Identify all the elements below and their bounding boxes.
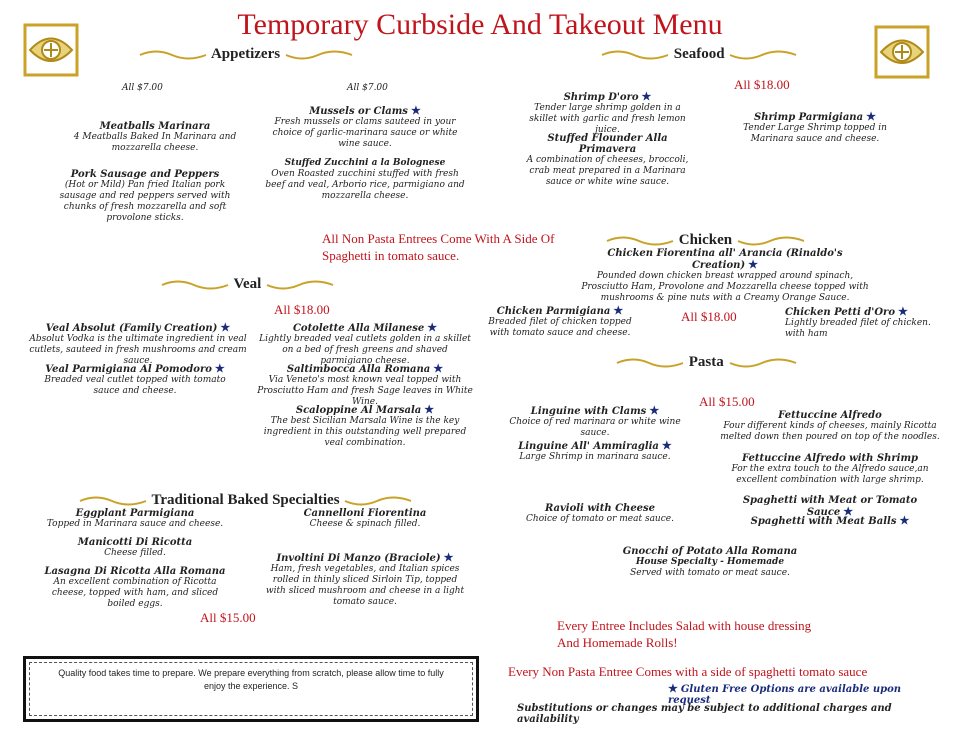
section-appetizers-label: Appetizers xyxy=(210,46,281,62)
flourish-icon xyxy=(736,236,806,246)
substitutions-note: Substitutions or changes may be subject to additional charges and availability xyxy=(517,703,892,725)
section-veal xyxy=(160,276,335,293)
star-icon: ★ xyxy=(866,110,876,123)
item-name: Cotolette Alla Milanese xyxy=(292,323,425,334)
item-desc: 4 Meatballs Baked In Marinara and mozzarella cheese. xyxy=(73,132,237,153)
flourish-icon xyxy=(343,496,413,506)
flourish-icon xyxy=(600,50,670,60)
item-name: Veal Parmigiana Al Pomodoro xyxy=(45,364,212,375)
crest-logo-right xyxy=(873,24,931,80)
side-note: Every Non Pasta Entree Comes with a side of spaghetti tomato sauce xyxy=(508,664,868,679)
item-name: Chicken Fiorentina all' Arancia (Rinaldo's Creation) xyxy=(607,248,843,271)
item-desc: Pounded down chicken breast wrapped around spinach, Prosciutto Ham, Provolone and Mozzarella cheese topped with mushrooms & pine nuts with a Creamy Orange Sauce. xyxy=(581,271,869,303)
star-icon: ★ xyxy=(443,551,454,564)
item-name: Shrimp Parmigiana xyxy=(754,112,864,123)
menu-item xyxy=(255,322,475,367)
menu-item xyxy=(55,121,255,154)
star-icon: ★ xyxy=(898,305,908,318)
star-icon: ★ xyxy=(661,439,672,452)
flourish-icon xyxy=(728,358,798,368)
item-name: Linguine with Clams xyxy=(530,406,647,417)
star-icon: ★ xyxy=(641,90,652,103)
menu-item xyxy=(525,91,690,136)
item-subtitle: House Specialty - Homemade xyxy=(635,557,785,567)
section-seafood xyxy=(600,46,798,63)
section-baked-label: Traditional Baked Specialties xyxy=(151,492,340,508)
menu-item xyxy=(40,537,230,559)
crest-logo-left xyxy=(22,22,80,78)
non-pasta-note: All Non Pasta Entrees Come With A Side Of Spaghetti in tomato sauce. xyxy=(322,231,555,263)
item-name: Ravioli with Cheese xyxy=(544,503,656,514)
menu-item xyxy=(720,453,940,486)
item-desc: Ham, fresh vegetables, and Italian spices rolled in thinly sliced Sirloin Tip, topped with sliced mushroom and cheese in a light tomato sauce. xyxy=(265,564,465,607)
section-appetizers xyxy=(138,46,354,63)
star-icon: ★ xyxy=(613,304,624,317)
item-desc: Four different kinds of cheeses, mainly Ricotta melted down then poured on top of the noodles. xyxy=(720,421,940,442)
star-icon: ★ xyxy=(424,403,435,416)
baked-price: All $15.00 xyxy=(200,610,256,625)
menu-item xyxy=(505,405,685,439)
star-icon: ★ xyxy=(748,258,759,271)
item-name: Meatballs Marinara xyxy=(99,121,211,132)
menu-item xyxy=(600,546,820,579)
flourish-icon xyxy=(605,236,675,246)
menu-item xyxy=(720,410,940,443)
item-name: Linguine All' Ammiraglia xyxy=(518,441,659,452)
menu-item xyxy=(510,503,690,525)
salad-note xyxy=(557,617,887,651)
item-desc: Oven Roasted zucchini stuffed with fresh beef and veal, Arborio rice, parmigiano and mozzarella cheese. xyxy=(265,169,465,201)
appetizers-price-right: All $7.00 xyxy=(347,83,388,93)
salad-note-line1: Every Entree Includes Salad with house dressing xyxy=(557,618,812,633)
section-chicken-label: Chicken xyxy=(678,232,733,248)
item-name: Spaghetti with Meat or Tomato Sauce xyxy=(742,495,918,518)
menu-title: Temporary Curbside And Takeout Menu xyxy=(237,8,723,41)
flourish-icon xyxy=(284,50,354,60)
flourish-icon xyxy=(78,496,148,506)
item-desc: Absolut Vodka is the ultimate ingredient in veal cutlets, sauteed in fresh mushrooms and cream sauce. xyxy=(29,334,247,366)
item-name: Pork Sausage and Peppers xyxy=(70,169,220,180)
menu-item xyxy=(255,363,475,408)
item-name: Shrimp D'oro xyxy=(563,92,639,103)
item-name: Gnocchi of Potato Alla Romana xyxy=(622,546,798,557)
section-pasta xyxy=(615,354,798,371)
item-name: Involtini Di Manzo (Braciole) xyxy=(276,553,441,564)
menu-item xyxy=(40,508,230,530)
item-name: Manicotti Di Ricotta xyxy=(77,537,193,548)
item-desc: Fresh mussels or clams sauteed in your choice of garlic-marinara sauce or white wine sauce. xyxy=(272,117,458,149)
star-icon: ★ xyxy=(220,321,231,334)
item-desc: Tender Large Shrimp topped in Marinara sauce and cheese. xyxy=(743,123,887,144)
item-desc: An excellent combination of Ricotta cheese, topped with ham, and sliced boiled eggs. xyxy=(51,577,219,609)
menu-item xyxy=(45,169,245,224)
item-name: Fettuccine Alfredo with Shrimp xyxy=(741,453,919,464)
item-name: Mussels or Clams xyxy=(309,106,408,117)
item-desc: Lightly breaded veal cutlets golden in a skillet on a bed of fresh greens and shaved parmigiano cheese. xyxy=(259,334,471,366)
item-name: Scaloppine Al Marsala xyxy=(295,405,422,416)
flourish-icon xyxy=(138,50,208,60)
section-baked xyxy=(78,492,413,509)
quality-notice-box xyxy=(23,656,479,722)
item-name: Cannelloni Fiorentina xyxy=(303,508,427,519)
section-veal-label: Veal xyxy=(233,276,262,292)
menu-item xyxy=(40,566,230,610)
item-desc: Topped in Marinara sauce and cheese. xyxy=(46,519,224,529)
menu-item xyxy=(265,105,465,150)
section-chicken xyxy=(605,232,806,249)
menu-item xyxy=(720,515,940,527)
seafood-price: All $18.00 xyxy=(734,77,790,92)
quality-notice-text: Quality food takes time to prepare. We prepare everything from scratch, please allow time to fully enjoy the experience. S xyxy=(58,668,444,691)
item-desc: Tender large shrimp golden in a skillet with garlic and fresh lemon juice. xyxy=(529,103,686,135)
menu-item xyxy=(735,111,895,145)
item-name: Stuffed Zucchini a la Bolognese xyxy=(284,158,446,168)
item-desc: Cheese filled. xyxy=(104,548,166,558)
item-desc: Via Veneto's most known veal topped with Prosciutto Ham and fresh Sage leaves in White Wine. xyxy=(257,375,473,407)
menu-item xyxy=(580,248,870,304)
star-icon: ★ xyxy=(668,682,678,695)
item-name: Fettuccine Alfredo xyxy=(778,410,882,421)
flourish-icon xyxy=(615,358,685,368)
star-icon: ★ xyxy=(843,505,854,518)
item-name: Lasagna Di Ricotta Alla Romana xyxy=(44,566,226,577)
item-desc: Choice of red marinara or white wine sauce. xyxy=(509,417,681,438)
menu-item xyxy=(480,305,640,339)
item-desc: Choice of tomato or meat sauce. xyxy=(526,514,674,524)
star-icon: ★ xyxy=(214,362,225,375)
menu-item xyxy=(505,440,685,463)
item-name: Veal Absolut (Family Creation) xyxy=(45,323,218,334)
item-name: Chicken Parmigiana xyxy=(496,306,611,317)
menu-item xyxy=(265,552,465,608)
item-desc: For the extra touch to the Alfredo sauce,an excellent combination with large shrimp. xyxy=(731,464,929,485)
item-desc: Cheese & spinach filled. xyxy=(309,519,421,529)
menu-item xyxy=(265,158,465,202)
menu-item xyxy=(255,404,475,449)
menu-item xyxy=(28,322,248,367)
item-desc: A combination of cheeses, broccoli, crab meat prepared in a Marinara sauce or white wine sauce. xyxy=(526,155,689,187)
menu-item xyxy=(525,133,690,188)
veal-price: All $18.00 xyxy=(274,302,330,317)
section-seafood-label: Seafood xyxy=(673,46,725,62)
pasta-price: All $15.00 xyxy=(699,394,755,409)
item-desc: (Hot or Mild) Pan fried Italian pork sausage and red peppers served with chunks of fresh mozzarella and soft provolone sticks. xyxy=(59,180,231,223)
star-icon: ★ xyxy=(649,404,660,417)
item-desc: Breaded filet of chicken topped with tomato sauce and cheese. xyxy=(488,317,632,338)
star-icon: ★ xyxy=(427,321,438,334)
item-desc: Large Shrimp in marinara sauce. xyxy=(519,452,671,462)
item-desc: Breaded veal cutlet topped with tomato sauce and cheese. xyxy=(44,375,226,396)
chicken-price: All $18.00 xyxy=(681,309,737,324)
appetizers-price-left: All $7.00 xyxy=(122,83,163,93)
item-name: Saltimbocca Alla Romana xyxy=(286,364,431,375)
item-desc: The best Sicilian Marsala Wine is the key ingredient in this outstanding well prepared veal combination. xyxy=(263,416,467,448)
star-icon: ★ xyxy=(410,104,421,117)
section-pasta-label: Pasta xyxy=(688,354,724,370)
item-name: Stuffed Flounder Alla Primavera xyxy=(547,133,668,155)
menu-item xyxy=(785,306,935,340)
star-icon: ★ xyxy=(433,362,444,375)
flourish-icon xyxy=(160,280,230,290)
menu-item xyxy=(265,508,465,530)
item-desc: Served with tomato or meat sauce. xyxy=(630,568,790,578)
menu-item xyxy=(40,363,230,397)
item-name: Chicken Petti d'Oro xyxy=(785,307,895,318)
item-name: Eggplant Parmigiana xyxy=(75,508,195,519)
item-desc: Lightly breaded filet of chicken. with ham xyxy=(785,318,931,339)
star-icon: ★ xyxy=(899,514,910,527)
salad-note-line2: And Homemade Rolls! xyxy=(557,635,678,650)
gluten-note-text: Gluten Free Options are available upon request xyxy=(668,684,902,706)
flourish-icon xyxy=(728,50,798,60)
flourish-icon xyxy=(265,280,335,290)
item-name: Spaghetti with Meat Balls xyxy=(750,516,897,527)
